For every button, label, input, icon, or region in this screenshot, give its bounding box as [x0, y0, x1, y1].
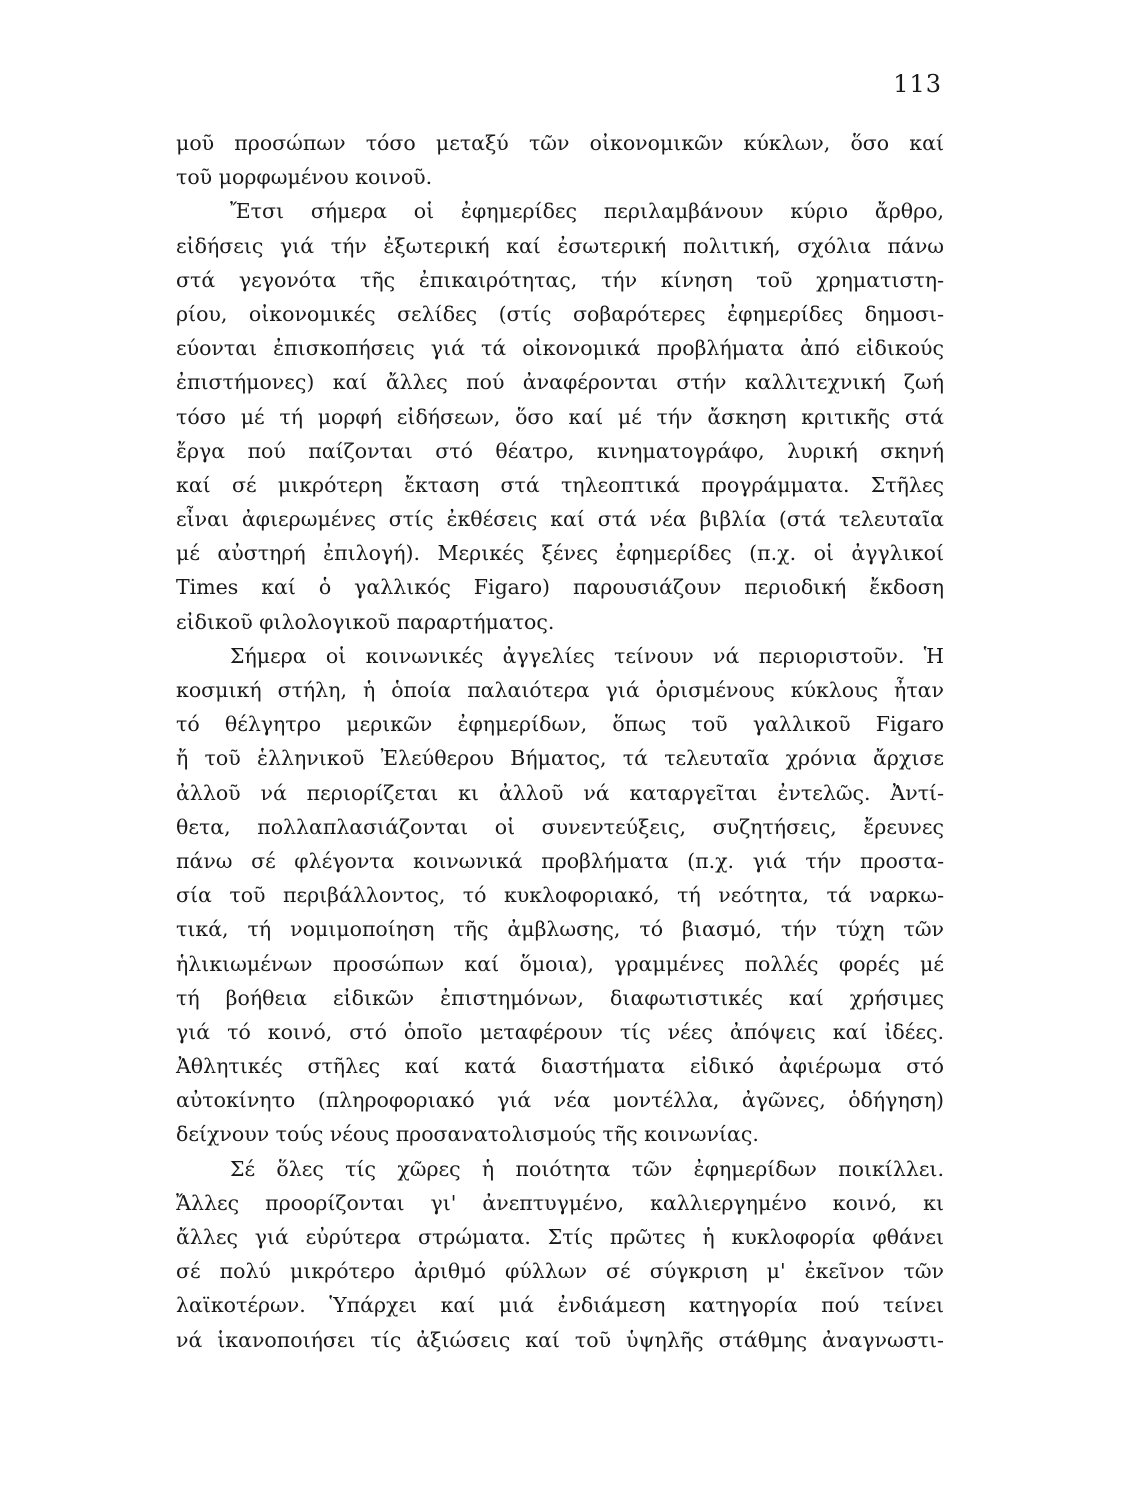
- text-line: εἰδικοῦ φιλολογικοῦ παραρτήματος.: [176, 609, 555, 634]
- text-line: Ἀθλητικές στῆλες καί κατά διαστήματα εἰδικό ἀφιέρωμα στό: [176, 1054, 944, 1079]
- paragraph-first-line: Σέ ὅλες τίς χῶρες ἡ ποιότητα τῶν ἐφημερίδων ποικίλλει.: [230, 1156, 944, 1181]
- page-number: 113: [893, 70, 942, 98]
- text-line: τόσο μέ τή μορφή εἰδήσεων, ὅσο καί μέ τήν ἄσκηση κριτικῆς στά: [176, 404, 944, 429]
- text-line: εἰδήσεις γιά τήν ἐξωτερική καί ἐσωτερική πολιτική, σχόλια πάνω: [176, 233, 944, 258]
- text-line: σέ πολύ μικρότερο ἀριθμό φύλλων σέ σύγκριση μ' ἐκεῖνον τῶν: [176, 1259, 944, 1284]
- text-line: ἐπιστήμονες) καί ἄλλες πού ἀναφέρονται στήν καλλιτεχνική ζωή: [176, 370, 944, 395]
- text-line: εἶναι ἀφιερωμένες στίς ἐκθέσεις καί στά νέα βιβλία (στά τελευταῖα: [176, 507, 944, 532]
- text-line: τοῦ μορφωμένου κοινοῦ.: [176, 165, 433, 190]
- text-line: θετα, πολλαπλασιάζονται οἱ συνεντεύξεις, συζητήσεις, ἔρευνες: [176, 814, 944, 839]
- text-line: μοῦ προσώπων τόσο μεταξύ τῶν οἰκονομικῶν κύκλων, ὅσο καί: [176, 131, 944, 155]
- text-line: ἤ τοῦ ἑλληνικοῦ Ἐλεύθερου Βήματος, τά τελευταῖα χρόνια ἄρχισε: [176, 746, 944, 771]
- text-line: καί σέ μικρότερη ἔκταση στά τηλεοπτικά προγράμματα. Στῆλες: [176, 472, 944, 497]
- text-line: μέ αὐστηρή ἐπιλογή). Μερικές ξένες ἐφημερίδες (π.χ. οἱ ἀγγλικοί: [176, 541, 944, 566]
- text-line: τικά, τή νομιμοποίηση τῆς ἀμβλωσης, τό βιασμό, τήν τύχη τῶν: [176, 917, 944, 942]
- text-line: ἔργα πού παίζονται στό θέατρο, κινηματογράφο, λυρική σκηνή: [176, 438, 944, 463]
- text-line: Times καί ὁ γαλλικός Figaro) παρουσιάζουν περιοδική ἔκδοση: [176, 575, 944, 600]
- text-line: νά ἱκανοποιήσει τίς ἀξιώσεις καί τοῦ ὑψηλῆς στάθμης ἀναγνωστι-: [176, 1327, 944, 1352]
- text-line: πάνω σέ φλέγοντα κοινωνικά προβλήματα (π.χ. γιά τήν προστα-: [176, 848, 944, 873]
- paragraph-first-line: Σήμερα οἱ κοινωνικές ἀγγελίες τείνουν νά περιοριστοῦν. Ἡ: [230, 643, 944, 668]
- text-line: ἀλλοῦ νά περιορίζεται κι ἀλλοῦ νά καταργεῖται ἐντελῶς. Ἀντί-: [176, 780, 944, 805]
- text-line: τό θέλγητρο μερικῶν ἐφημερίδων, ὅπως τοῦ γαλλικοῦ Figaro: [176, 712, 944, 737]
- text-line: λαϊκοτέρων. Ὑπάρχει καί μιά ἐνδιάμεση κατηγορία πού τείνει: [176, 1293, 944, 1318]
- paragraph-first-line: Ἔτσι σήμερα οἱ ἐφημερίδες περιλαμβάνουν κύριο ἄρθρο,: [230, 199, 944, 224]
- text-line: δείχνουν τούς νέους προσανατολισμούς τῆς κοινωνίας.: [176, 1122, 759, 1147]
- text-line: κοσμική στήλη, ἡ ὁποία παλαιότερα γιά ὁρισμένους κύκλους ἦταν: [176, 678, 944, 702]
- text-line: αὐτοκίνητο (πληροφοριακό γιά νέα μοντέλλα, ἀγῶνες, ὁδήγηση): [176, 1088, 944, 1113]
- text-line: Ἄλλες προορίζονται γι' ἀνεπτυγμένο, καλλιεργημένο κοινό, κι: [176, 1190, 944, 1215]
- text-line: σία τοῦ περιβάλλοντος, τό κυκλοφοριακό, τή νεότητα, τά ναρκω-: [176, 883, 944, 908]
- text-line: τή βοήθεια εἰδικῶν ἐπιστημόνων, διαφωτιστικές καί χρήσιμες: [176, 985, 944, 1010]
- text-line: στά γεγονότα τῆς ἐπικαιρότητας, τήν κίνηση τοῦ χρηματιστη-: [176, 267, 944, 292]
- text-line: ἄλλες γιά εὐρύτερα στρώματα. Στίς πρῶτες ἡ κυκλοφορία φθάνει: [176, 1225, 944, 1249]
- text-line: εύονται ἐπισκοπήσεις γιά τά οἰκονομικά προβλήματα ἀπό εἰδικούς: [176, 336, 944, 361]
- text-line: ρίου, οἰκονομικές σελίδες (στίς σοβαρότερες ἐφημερίδες δημοσι-: [176, 301, 944, 326]
- text-line: γιά τό κοινό, στό ὁποῖο μεταφέρουν τίς νέες ἀπόψεις καί ἰδέες.: [176, 1019, 944, 1044]
- text-line: ἡλικιωμένων προσώπων καί ὅμοια), γραμμένες πολλές φορές μέ: [176, 951, 944, 976]
- body-text: [176, 126, 944, 1357]
